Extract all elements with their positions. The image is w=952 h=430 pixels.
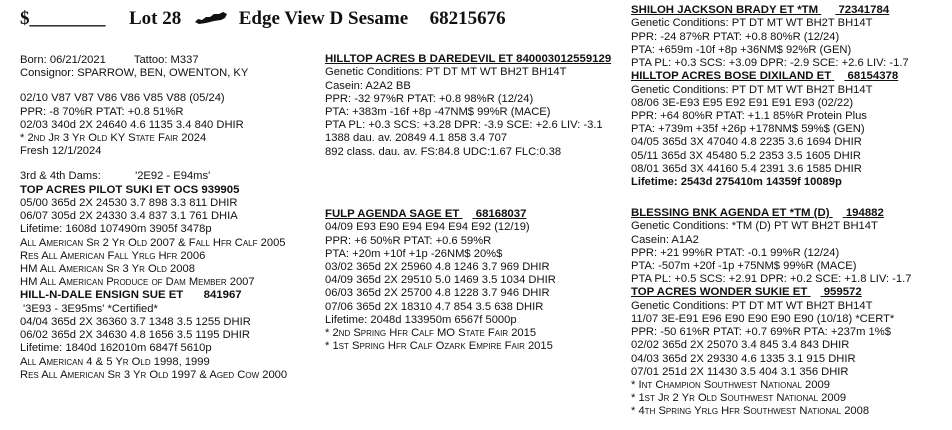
- show-award: HM All American Sr 3 Yr Old 2008: [20, 263, 195, 276]
- ppr-line: PPR: -32 97%R PTAT: +0.8 98%R (12/24): [325, 92, 534, 105]
- pta-pl-line: PTA PL: +0.5 SCS: +2.91 DPR: +0.2 SCE: +1.8 LIV: -1.7: [631, 273, 912, 286]
- lifetime-record: Lifetime: 1840d 162010m 6847f 5610p: [20, 342, 212, 355]
- production-record: 02/02 365d 2X 25070 3.4 845 3.4 843 DHIR: [631, 339, 850, 352]
- fresh-date: Fresh 12/1/2024: [20, 145, 102, 158]
- granddam-name: HILLTOP ACRES BOSE DIXILAND ET: [631, 70, 832, 83]
- production-record: 06/02 365d 2X 34630 4.8 1656 3.5 1195 DHIR: [20, 329, 250, 342]
- sire-of-dam-name: BLESSING BNK AGENDA ET *TM (D): [631, 207, 830, 219]
- pta-line: PTA: +739m +35f +26p +178NM$ 59%$ (GEN): [631, 123, 865, 136]
- sire-of-dam-row: [631, 207, 949, 220]
- ppr-line: PPR: -24 87%R PTAT: +0.8 80%R (12/24): [631, 30, 840, 43]
- pta-pl-line: PTA PL: +0.3 SCS: +3.28 DPR: -3.9 SCE: +2.6 LIV: -3.1: [325, 119, 603, 132]
- show-award: Res All American Fall Yrlg Hfr 2006: [20, 249, 206, 262]
- tattoo: Tattoo: M337: [133, 54, 199, 66]
- classification-scores: 02/10 V87 V87 V86 V86 V85 V88 (05/24): [20, 92, 225, 105]
- dam-name: FULP AGENDA SAGE ET: [325, 208, 460, 220]
- middle-dam-block: [325, 208, 625, 353]
- third-dam-name: TOP ACRES PILOT SUKI ET OCS 939905: [20, 183, 240, 196]
- lifetime-record: Lifetime: 2543d 275410m 14359f 10089p: [631, 176, 842, 189]
- show-award: * 1st Jr 2 Yr Old Southwest National 2009: [631, 392, 847, 405]
- lifetime-record: Lifetime: 2048d 133950m 6567f 5000p: [325, 313, 517, 326]
- pta-line: PTA: +383m -16f +8p -47NM$ 99%R (MACE): [325, 106, 551, 119]
- ppr-line: PPR: +64 80%R PTAT: +1.1 85%R Protein Plus: [631, 110, 867, 123]
- show-award: Res All American Sr 3 Yr Old 1997 & Aged Cow 2000: [20, 368, 288, 381]
- daughter-average: 1388 dau. av. 20849 4.1 858 3.4 707: [325, 132, 508, 145]
- lifetime-record: Lifetime: 1608d 107490m 3905f 3478p: [20, 223, 212, 236]
- dam2-number: 959572: [823, 286, 862, 299]
- casein: Casein: A1A2: [631, 233, 699, 246]
- pta-line: PTA: +659m -10f +8p +36NM$ 92%R (GEN): [631, 43, 852, 56]
- show-award: * 1st Spring Hfr Calf Ozark Empire Fair 2015: [325, 340, 553, 353]
- genetic-conditions: Genetic Conditions: PT DT MT WT BH2T BH14T: [325, 66, 567, 79]
- fourth-dam-row: [20, 289, 320, 302]
- production-record: 07/06 365d 2X 18310 4.7 854 3.5 638 DHIR: [325, 300, 544, 313]
- ppr-line: PPR: +21 99%R PTAT: -0.1 99%R (12/24): [631, 246, 840, 259]
- right-column: [631, 4, 949, 189]
- show-award: HM All American Produce of Dam Member 2007: [20, 276, 255, 289]
- dams-label: 3rd & 4th Dams:: [20, 170, 101, 183]
- show-award: * 2nd Spring Hfr Calf MO State Fair 2015: [325, 327, 537, 340]
- price-field[interactable]: $________: [20, 8, 106, 29]
- show-award: * 4th Spring Yrlg Hfr Southwest National 2008: [631, 405, 870, 418]
- production-record: 06/07 305d 2X 24330 3.4 837 3.1 761 DHIA: [20, 210, 238, 223]
- ppr-line: PPR: +6 50%R PTAT: +0.6 59%R: [325, 234, 492, 247]
- consignor: Consignor: SPARROW, BEN, OWENTON, KY: [20, 67, 249, 80]
- production-record: 06/03 365d 2X 25700 4.8 1228 3.7 946 DHIR: [325, 287, 550, 300]
- pta-pl-line: PTA PL: +0.3 SCS: +3.09 DPR: -2.9 SCE: +2.6 LIV: -1.7: [631, 57, 909, 70]
- casein: Casein: A2A2 BB: [325, 79, 411, 92]
- production-record: 04/09 365d 2X 29510 5.0 1469 3.5 1034 DHIR: [325, 274, 556, 287]
- granddam-row: [631, 70, 949, 83]
- lot-number: Lot 28: [129, 8, 182, 29]
- classified-daughter-average: 892 class. dau. av. FS:84.8 UDC:1.67 FLC:0.38: [325, 145, 562, 158]
- show-award: All American Sr 2 Yr Old 2007 & Fall Hfr Calf 2005: [20, 236, 286, 249]
- pta-line: PTA: -507m +20f -1p +75NM$ 99%R (MACE): [631, 260, 857, 273]
- production-record: 07/01 251d 2X 11430 3.5 404 3.1 356 DHIR: [631, 365, 849, 378]
- born-date: Born: 06/21/2021: [20, 54, 106, 66]
- production-record: 04/05 365d 3X 47040 4.8 2235 3.6 1694 DHIR: [631, 136, 862, 149]
- genetic-conditions: Genetic Conditions: PT DT MT WT BH2T BH14T: [631, 83, 873, 96]
- fourth-dam-name: HILL-N-DALE ENSIGN SUE ET: [20, 289, 184, 302]
- dam-number: 68168037: [475, 208, 527, 220]
- fourth-dam-classification: '3E93 - 3E95ms' *Certified*: [23, 302, 158, 315]
- maternal-grandsire-number: 72341784: [838, 4, 890, 16]
- sire-name: HILLTOP ACRES B DAREDEVIL ET 840003012559129: [325, 53, 612, 65]
- genetic-conditions: Genetic Conditions: *TM (D) PT WT BH2T BH14T: [631, 220, 878, 233]
- ppr-line: PPR: -8 70%R PTAT: +0.8 51%R: [20, 105, 184, 118]
- right-lower-block: [631, 207, 949, 419]
- show-award: All American 4 & 5 Yr Old 1998, 1999: [20, 355, 210, 368]
- kentucky-state-icon: [194, 9, 228, 31]
- granddam-number: 68154378: [847, 70, 899, 83]
- show-award: * 2nd Jr 3 Yr Old KY State Fair 2024: [20, 132, 207, 145]
- dams-row: [20, 170, 320, 183]
- show-award: * Int Champion Southwest National 2009: [631, 379, 830, 392]
- production-record: 04/03 365d 2X 29330 4.6 1335 3.1 915 DHIR: [631, 352, 856, 365]
- ppr-line: PPR: -50 61%R PTAT: +0.7 69%R PTA: +237m 1%$: [631, 326, 891, 339]
- genetic-conditions: Genetic Conditions: PT DT MT WT BH2T BH14T: [631, 17, 873, 30]
- classification-scores: 04/09 E93 E90 E94 E94 E94 E92 (12/19): [325, 221, 530, 234]
- production-record: 02/03 340d 2X 24640 4.6 1135 3.4 840 DHIR: [20, 118, 244, 131]
- production-record: 03/02 365d 2X 25960 4.8 1246 3.7 969 DHIR: [325, 261, 550, 274]
- born-tattoo-row: [20, 54, 320, 67]
- production-record: 05/00 365d 2X 24530 3.7 898 3.3 811 DHIR: [20, 197, 238, 210]
- maternal-grandsire-name: SHILOH JACKSON BRADY ET *TM: [631, 4, 819, 16]
- registration-number: 68215676: [429, 8, 506, 29]
- middle-column: [325, 53, 625, 159]
- maternal-grandsire-row: [631, 4, 949, 17]
- dams-classification: '2E92 - E94ms': [135, 170, 211, 183]
- production-record: 04/04 365d 2X 36360 3.7 1348 3.5 1255 DHIR: [20, 316, 251, 329]
- dam2-name: TOP ACRES WONDER SUKIE ET: [631, 286, 808, 299]
- header: [20, 8, 506, 31]
- left-column: [20, 54, 320, 382]
- classification-scores: 08/06 3E-E93 E95 E92 E91 E91 E93 (02/22): [631, 96, 854, 109]
- genetic-conditions: Genetic Conditions: PT DT MT WT BH2T BH14T: [631, 299, 873, 312]
- production-record: 08/01 365d 3X 44160 5.4 2391 3.6 1585 DHIR: [631, 162, 862, 175]
- fourth-dam-number: 841967: [203, 289, 242, 302]
- cow-name: Edge View D Sesame: [238, 8, 409, 29]
- pta-line: PTA: +20m +10f +1p -26NM$ 20%$: [325, 247, 503, 260]
- dam-name-row: [325, 208, 625, 221]
- dam2-row: [631, 286, 949, 299]
- production-record: 05/11 365d 3X 45480 5.2 2353 3.5 1605 DHIR: [631, 149, 861, 162]
- sire-of-dam-number: 194882: [845, 207, 884, 219]
- classification-scores: 11/07 3E-E91 E96 E90 E90 E90 E90 (10/18) *CERT*: [631, 313, 895, 326]
